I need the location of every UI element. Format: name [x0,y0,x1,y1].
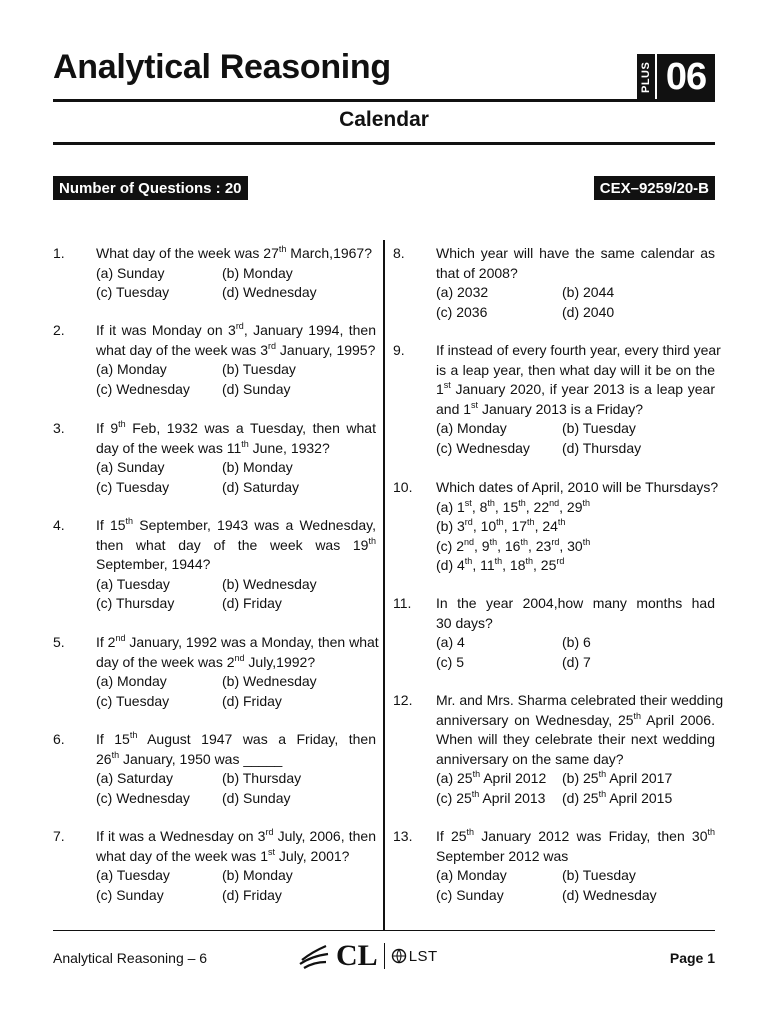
question-number: 7. [53,828,65,844]
question-text-line: When will they celebrate their next wedding [436,731,715,747]
paper-code-badge: CEX–9259/20-B [594,176,715,200]
question-text-line: If 9th Feb, 1932 was a Tuesday, then what [96,419,376,436]
answer-option: (d) Wednesday [562,886,657,903]
answer-option: (a) Tuesday [96,575,170,592]
answer-option: (c) 5 [436,653,464,670]
answer-option: (d) Friday [222,886,282,903]
question-text-line: Which year will have the same calendar as [436,245,715,261]
lst-globe-icon [391,948,407,964]
answer-option: (d) Thursday [562,439,642,456]
question-text-line: what day of the week was 3rd January, 1995? [96,340,376,358]
question-text-line: If it was a Wednesday on 3rd July, 2006, then [96,827,376,844]
answer-option: (a) Sunday [96,264,165,281]
question-text-line: September, 1944? [96,556,211,572]
answer-option: (a) Saturday [96,770,174,786]
question-number: 6. [53,731,65,747]
answer-option: (a) Monday [436,420,507,436]
question-text-line: 26th January, 1950 was _____ [96,749,283,767]
answer-option: (d) 2040 [562,303,615,320]
question-text-line: anniversary on the same day? [436,750,624,767]
question-text-line: If 25th January 2012 was Friday, then 30th [436,827,715,844]
answer-option: (d) Friday [222,692,282,709]
cl-logo-text: CL [336,939,378,972]
answer-option: (c) Tuesday [96,692,170,709]
question-text-line: day of the week was 2nd July,1992? [96,652,316,670]
answer-options [96,672,376,711]
answer-option: (b) 25th April 2017 [562,769,673,786]
question-number: 8. [393,245,405,261]
question-text-line: anniversary on Wednesday, 25th April 2006. [436,710,715,728]
question-text-line: September 2012 was [436,847,569,864]
page-title: Analytical Reasoning [53,48,391,86]
answer-option: (d) Sunday [222,380,291,397]
answer-option: (a) Sunday [96,459,165,475]
answer-options [96,575,376,614]
answer-options [96,264,376,303]
answer-option: (a) Monday [436,867,507,883]
answer-option: (b) Wednesday [222,575,317,592]
page-number: Page 1 [669,950,715,966]
answer-option: (c) Sunday [436,886,504,903]
question-text-line: then what day of the week was 19th [96,535,376,553]
answer-options [436,866,715,905]
answer-option: (d) 25th April 2015 [562,788,673,806]
question-number: 10. [393,479,413,495]
column-divider [383,240,385,930]
question-text-line: What day of the week was 27th March,1967? [96,244,372,261]
logo-divider [384,943,385,969]
question-text-line: 1st January 2020, if year 2013 is a leap year [436,380,715,397]
answer-option: (b) 2044 [562,284,615,300]
answer-option: (d) Saturday [222,478,300,495]
question-text-line: (d) 4th, 11th, 18th, 25rd [436,556,565,573]
badge-number: 06 [657,54,715,100]
answer-options [96,360,376,399]
cl-swirl-icon [298,942,334,970]
question-number: 13. [393,828,413,844]
section-badge [637,54,715,100]
answer-option: (a) 4 [436,634,465,650]
answer-option: (b) Monday [222,459,293,475]
answer-option: (b) Wednesday [222,673,317,689]
answer-option: (a) Tuesday [96,867,170,883]
question-text-line: If it was Monday on 3rd, January 1994, then [96,321,376,338]
answer-options [436,633,715,672]
question-number: 1. [53,245,65,261]
question-text-line: (a) 1st, 8th, 15th, 22nd, 29th [436,497,591,515]
question-text-line: day of the week was 11th June, 1932? [96,438,330,456]
question-text-line: If instead of every fourth year, every third year [436,342,721,358]
question-text-line: Mr. and Mrs. Sharma celebrated their wedding [436,692,724,708]
answer-options [96,458,376,497]
question-text-line: what day of the week was 1st July, 2001? [96,846,350,864]
question-text-line: If 15th August 1947 was a Friday, then [96,730,376,747]
subtitle-rule [53,142,715,145]
answer-option: (b) Monday [222,867,293,883]
answer-option: (c) Tuesday [96,284,170,300]
header-rule [53,99,715,102]
question-text-line: If 2nd January, 1992 was a Monday, then what [96,633,379,650]
answer-option: (b) 6 [562,634,591,650]
question-text-line: and 1st January 2013 is a Friday? [436,399,644,417]
answer-options [96,769,376,808]
answer-option: (c) Thursday [96,595,175,611]
answer-option: (c) 25th April 2013 [436,788,546,806]
answer-option: (c) 2036 [436,303,488,320]
answer-option: (b) Tuesday [562,420,636,436]
answer-option: (c) Wednesday [96,789,190,806]
lst-logo-text: LST [408,947,438,965]
chapter-subtitle: Calendar [339,108,429,131]
answer-option: (a) Monday [96,673,167,689]
question-text-line: is a leap year, then what day will it be on the [436,361,715,378]
answer-option: (d) Wednesday [222,284,317,300]
badge-plus-label: PLUS [637,54,655,100]
question-count-badge: Number of Questions : 20 [53,176,248,200]
question-number: 4. [53,517,65,533]
answer-options [436,419,715,458]
footer-rule [53,930,715,931]
footer-logo [298,938,438,974]
answer-options [96,866,376,905]
question-text-line: that of 2008? [436,264,518,281]
question-number: 11. [393,595,412,611]
answer-option: (b) Tuesday [562,867,636,883]
question-number: 2. [53,322,65,338]
question-number: 5. [53,634,65,650]
question-text-line: Which dates of April, 2010 will be Thursdays? [436,479,719,495]
question-text-line: In the year 2004,how many months had [436,595,715,611]
answer-option: (c) Wednesday [436,439,530,456]
answer-options [436,769,715,808]
question-number: 3. [53,420,65,436]
answer-option: (a) Monday [96,361,167,377]
answer-option: (d) Friday [222,595,282,611]
question-number: 9. [393,342,405,358]
answer-option: (d) 7 [562,653,591,670]
answer-option: (b) Thursday [222,770,302,786]
question-text-line: (c) 2nd, 9th, 16th, 23rd, 30th [436,536,591,554]
footer-section-label: Analytical Reasoning – 6 [53,950,208,966]
question-number: 12. [393,692,413,708]
answer-option: (d) Sunday [222,789,291,806]
answer-options [436,283,715,322]
question-text-line: 30 days? [436,614,493,631]
answer-option: (c) Sunday [96,886,164,903]
question-text-line: If 15th September, 1943 was a Wednesday, [96,516,376,533]
question-text-line: (b) 3rd, 10th, 17th, 24th [436,517,566,534]
answer-option: (b) Tuesday [222,361,296,377]
answer-option: (a) 25th April 2012 [436,769,547,786]
answer-option: (c) Wednesday [96,380,190,397]
answer-option: (c) Tuesday [96,478,170,495]
answer-option: (b) Monday [222,264,293,281]
answer-option: (a) 2032 [436,284,489,300]
